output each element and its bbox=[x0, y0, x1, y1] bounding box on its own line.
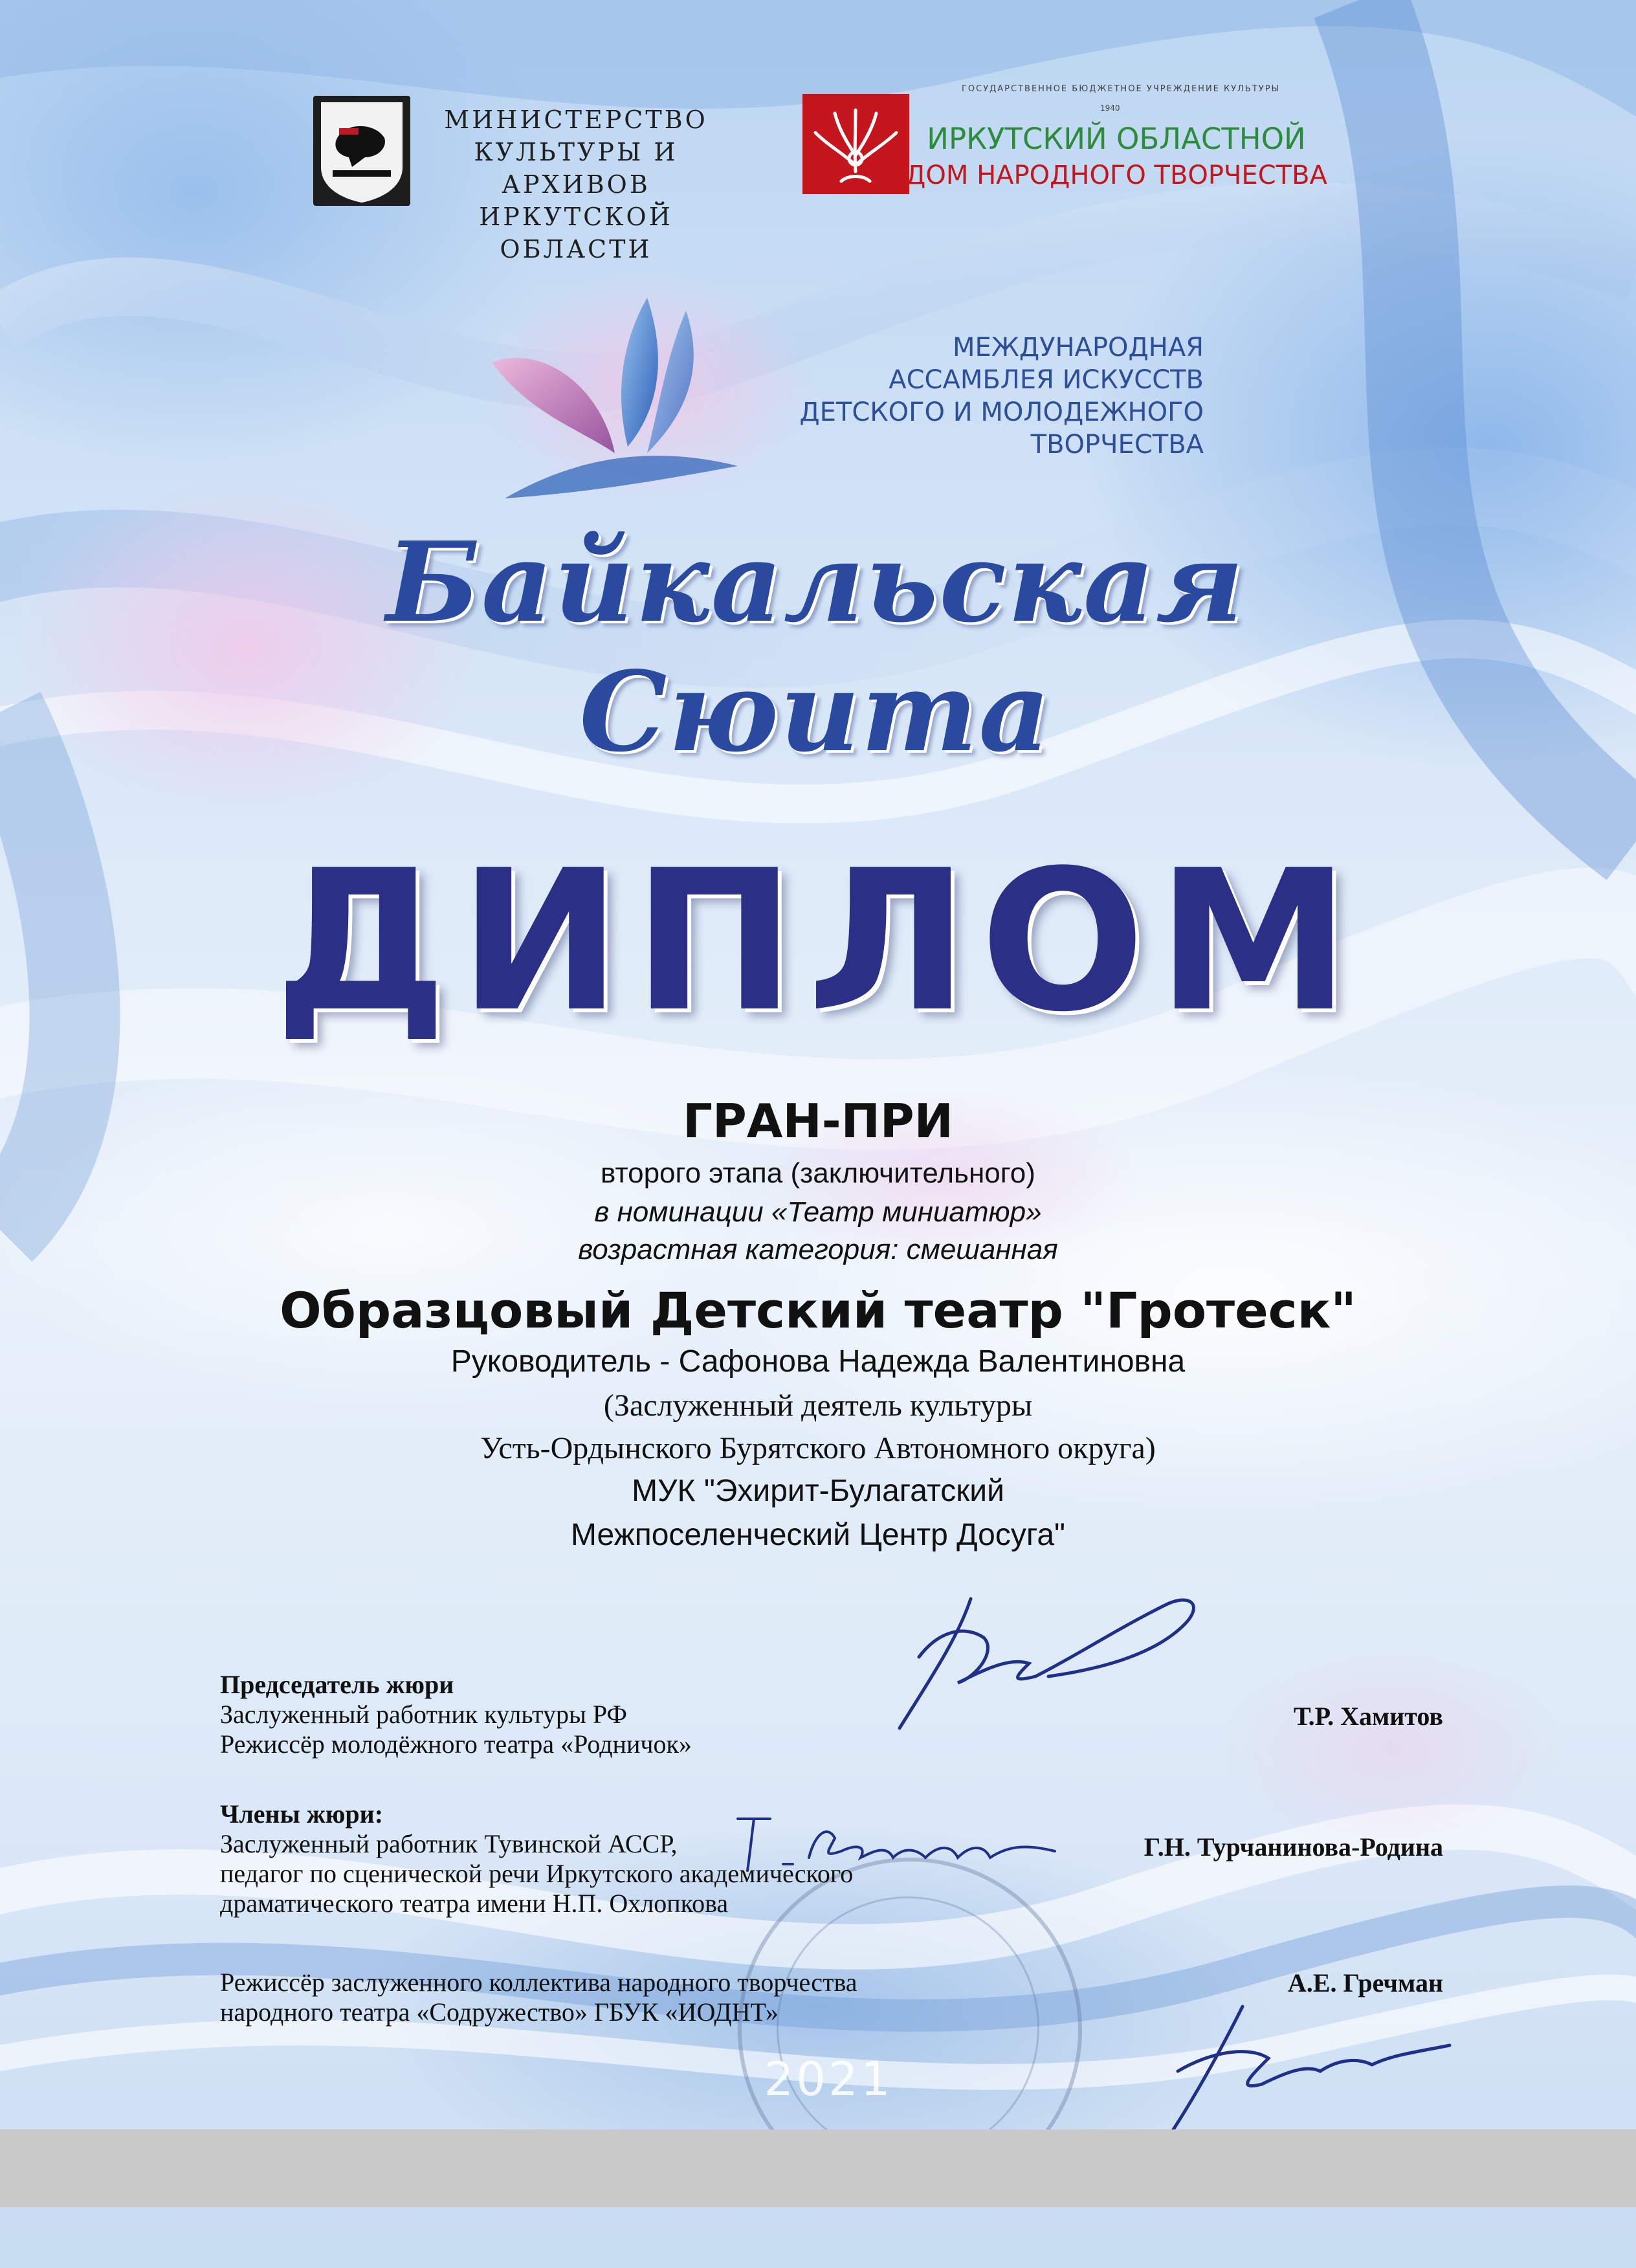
jury-chair-name: Т.Р. Хамитов bbox=[1293, 1702, 1443, 1731]
jury-member-2-block bbox=[220, 1968, 857, 2027]
jury-member-1-line-2: педагог по сценической речи Иркутского академического bbox=[220, 1859, 854, 1888]
recipient-honor-line-1: (Заслуженный деятель культуры bbox=[603, 1388, 1033, 1423]
award-age-category: возрастная категория: смешанная bbox=[578, 1234, 1058, 1265]
recipient-org-line-2: Межпоселенческий Центр Досуга" bbox=[570, 1518, 1066, 1552]
jury-chair-line-1: Заслуженный работник культуры РФ bbox=[220, 1700, 628, 1729]
jury-members-heading: Члены жюри: bbox=[220, 1799, 384, 1829]
flower-emblem-icon bbox=[802, 94, 909, 194]
jury-chair-heading: Председатель жюри bbox=[220, 1670, 454, 1699]
irkutsk-coat-of-arms-icon bbox=[313, 96, 410, 206]
jury-member-1-line-1: Заслуженный работник Тувинской АССР, bbox=[220, 1829, 678, 1858]
jury-member-2-name: А.Е. Гречман bbox=[1287, 1968, 1443, 1997]
member-1-signature bbox=[731, 1806, 1068, 1877]
assembly-line-2: АССАМБЛЕЯ ИСКУССТВ bbox=[889, 365, 1204, 395]
chair-signature bbox=[880, 1579, 1217, 1748]
recipient-org-line-1: МУК "Эхирит-Булагатский bbox=[632, 1474, 1004, 1508]
year-mark: 2021 bbox=[764, 2052, 893, 2106]
recipient-name: Образцовый Детский театр "Гротеск" bbox=[280, 1282, 1356, 1339]
house-name-line-1: ИРКУТСКИЙ ОБЛАСТНОЙ bbox=[927, 122, 1306, 156]
recipient-leader: Руководитель - Сафонова Надежда Валентиновна bbox=[450, 1344, 1186, 1379]
recipient-honor-line-2: Усть-Ордынского Бурятского Автономного округа) bbox=[480, 1431, 1156, 1465]
jury-chair-line-2: Режиссёр молодёжного театра «Родничок» bbox=[220, 1729, 692, 1759]
jury-member-1-name: Г.Н. Турчанинова-Родина bbox=[1144, 1832, 1443, 1862]
jury-member-2-line-2: народного театра «Содружество» ГБУК «ИОДНТ» bbox=[220, 1997, 779, 2027]
festival-name-line-1: Байкальская bbox=[386, 518, 1245, 647]
house-institution-type: ГОСУДАРСТВЕННОЕ БЮДЖЕТНОЕ УЧРЕЖДЕНИЕ КУЛЬТУРЫ bbox=[961, 84, 1281, 94]
assembly-line-4: ТВОРЧЕСТВА bbox=[1030, 430, 1204, 460]
diploma-title: ДИПЛОМ bbox=[274, 828, 1362, 1054]
award-stage: второго этапа (заключительного) bbox=[601, 1157, 1035, 1189]
bottom-grey-band bbox=[0, 2129, 1636, 2207]
ministry-name bbox=[427, 104, 725, 265]
house-name-line-2: ДОМ НАРОДНОГО ТВОРЧЕСТВА bbox=[905, 161, 1327, 190]
house-year: 1940 bbox=[1100, 104, 1120, 113]
award-nomination: в номинации «Театр миниатюр» bbox=[594, 1196, 1042, 1228]
festival-name-line-2: Сюита bbox=[579, 647, 1052, 777]
jury-member-1-line-3: драматического театра имени Н.П. Охлопкова bbox=[220, 1889, 729, 1918]
official-stamp-inner-ring bbox=[777, 1896, 1039, 2159]
ministry-line-2: КУЛЬТУРЫ И АРХИВОВ bbox=[474, 138, 678, 199]
jury-chair-block bbox=[220, 1670, 692, 1759]
jury-member-2-line-1: Режиссёр заслуженного коллектива народного творчества bbox=[220, 1968, 857, 1997]
assembly-line-1: МЕЖДУНАРОДНАЯ bbox=[952, 333, 1204, 362]
assembly-title bbox=[764, 331, 1204, 461]
bird-wing-icon bbox=[453, 285, 751, 518]
ministry-line-1: МИНИСТЕРСТВО bbox=[444, 106, 708, 134]
member-2-signature bbox=[1139, 1994, 1476, 2149]
ministry-line-3: ИРКУТСКОЙ ОБЛАСТИ bbox=[479, 203, 673, 263]
assembly-line-3: ДЕТСКОГО И МОЛОДЕЖНОГО bbox=[799, 397, 1204, 427]
award-title: ГРАН-ПРИ bbox=[683, 1094, 953, 1148]
